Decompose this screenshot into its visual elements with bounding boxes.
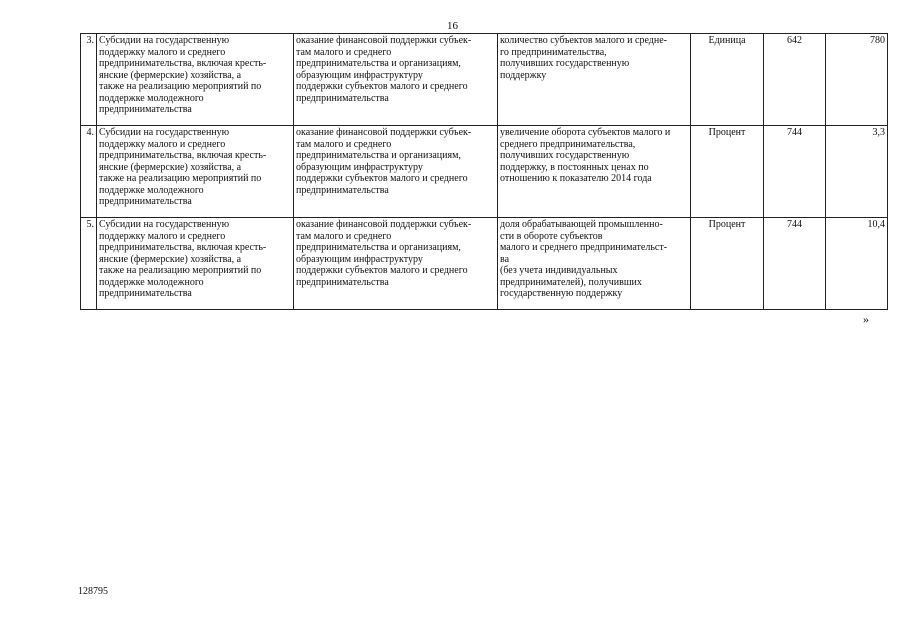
indicator-cell: [498, 126, 691, 218]
indicator-cell: [498, 34, 691, 126]
table-row: [81, 218, 888, 310]
unit-code-cell: 744: [764, 218, 826, 310]
indicator-text: количество субъектов малого и средне- го предпринимательства, получивших государственную поддержку: [500, 35, 667, 81]
value-cell: 10,4: [826, 218, 888, 310]
direction-text: оказание финансовой поддержки субъек- там малого и среднего предпринимательства и организациям, образующим инфраструктуру поддержки субъектов малого и среднего предпринимательства: [296, 127, 472, 196]
measure-cell: [97, 218, 294, 310]
page-number: 16: [447, 20, 458, 32]
direction-cell: [294, 218, 498, 310]
measure-cell: [97, 126, 294, 218]
direction-text: оказание финансовой поддержки субъек- там малого и среднего предпринимательства и организациям, образующим инфраструктуру поддержки субъектов малого и среднего предпринимательства: [296, 219, 472, 288]
measure-text: Субсидии на государственную поддержку малого и среднего предпринимательства, включая кресть- янские (фермерские) хозяйства, а также на реализацию мероприятий по поддержке молодежного предпринимательства: [99, 219, 267, 299]
unit-cell: Процент: [691, 218, 764, 310]
indicator-text: увеличение оборота субъектов малого и среднего предпринимательства, получивших государственную поддержку, в постоянных ценах по отношению к показателю 2014 года: [500, 127, 671, 184]
unit-code-cell: 642: [764, 34, 826, 126]
unit-cell: Процент: [691, 126, 764, 218]
value-cell: 3,3: [826, 126, 888, 218]
direction-text: оказание финансовой поддержки субъек- там малого и среднего предпринимательства и организациям, образующим инфраструктуру поддержки субъектов малого и среднего предпринимательства: [296, 35, 472, 104]
measure-cell: [97, 34, 294, 126]
closing-quote: »: [863, 312, 869, 326]
indicator-cell: [498, 218, 691, 310]
indicator-text: доля обрабатывающей промышленно- сти в обороте субъектов малого и среднего предпринимательст- ва (без учета индивидуальных предпринимателей), получивших государственную поддержку: [500, 219, 668, 299]
measure-text: Субсидии на государственную поддержку малого и среднего предпринимательства, включая кресть- янские (фермерские) хозяйства, а также на реализацию мероприятий по поддержке молодежного предпринимательства: [99, 35, 267, 115]
unit-code-cell: 744: [764, 126, 826, 218]
indicators-table: [80, 33, 888, 310]
direction-cell: [294, 126, 498, 218]
row-number: 3.: [81, 34, 97, 126]
row-number: 5.: [81, 218, 97, 310]
value-cell: 780: [826, 34, 888, 126]
table-row: [81, 34, 888, 126]
document-id: 128795: [78, 586, 108, 597]
unit-cell: Единица: [691, 34, 764, 126]
direction-cell: [294, 34, 498, 126]
measure-text: Субсидии на государственную поддержку малого и среднего предпринимательства, включая кресть- янские (фермерские) хозяйства, а также на реализацию мероприятий по поддержке молодежного предпринимательства: [99, 127, 267, 207]
table-row: [81, 126, 888, 218]
row-number: 4.: [81, 126, 97, 218]
